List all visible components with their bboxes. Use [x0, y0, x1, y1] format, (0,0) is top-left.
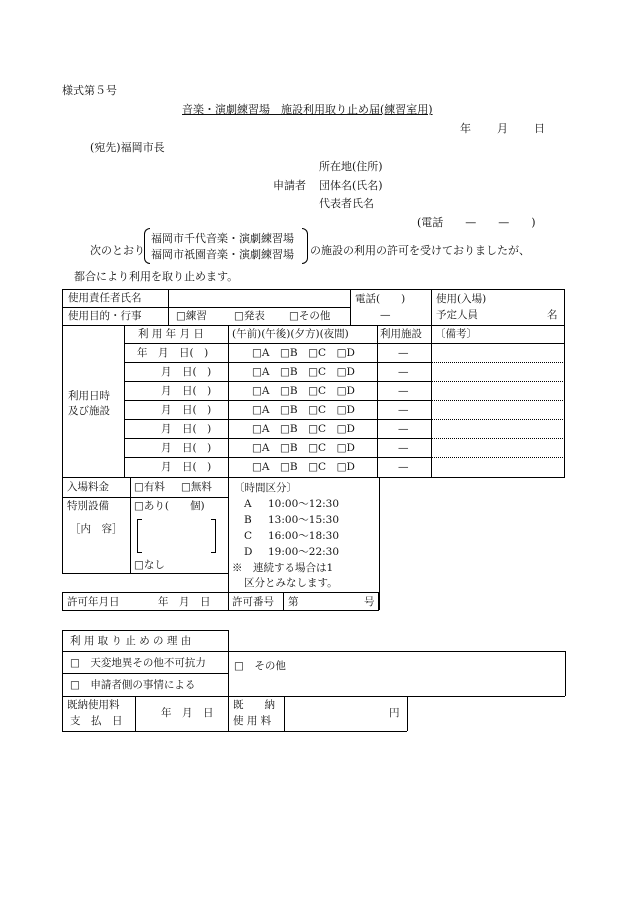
col-facility-header: 利用施設 — [380, 328, 422, 340]
row-date[interactable]: 月 日( ) — [161, 423, 212, 435]
phone-label: 電話( ) — [355, 293, 406, 305]
equipment-no-checkbox[interactable]: □なし — [134, 559, 165, 571]
time-slot-c-code: C — [244, 530, 253, 542]
applicant-address-label: 所在地(住所) — [319, 160, 383, 173]
row-facility[interactable]: — — [398, 347, 409, 359]
applicant-phone[interactable]: (電話 — — ) — [417, 216, 536, 229]
equipment-contents-bracket-right — [211, 519, 216, 553]
purpose-practice-checkbox[interactable]: □練習 — [176, 310, 207, 322]
permit-number-suffix: 号 — [364, 596, 375, 608]
datetime-label: 利用日時 — [68, 390, 110, 402]
intro-line2: 都合により利用を取り止めます。 — [74, 270, 239, 283]
row-time-slots[interactable]: □A □B □C □D — [252, 385, 355, 397]
row-time-slots[interactable]: □A □B □C □D — [252, 347, 355, 359]
attendance-unit: 名 — [547, 309, 558, 321]
purpose-label: 使用目的・行事 — [68, 310, 142, 322]
row-date[interactable]: 月 日( ) — [161, 442, 212, 454]
facility-option-gion: 福岡市祇園音楽・演劇練習場 — [151, 248, 294, 261]
equipment-contents-label: ［内 容］ — [70, 523, 123, 535]
purpose-other-checkbox[interactable]: □その他 — [289, 310, 331, 322]
time-slot-c-range: 16:00～18:30 — [268, 530, 340, 542]
row-facility[interactable]: — — [398, 385, 409, 397]
row-date[interactable]: 月 日( ) — [161, 366, 212, 378]
date-month[interactable]: 月 — [497, 122, 508, 135]
row-date[interactable]: 月 日( ) — [161, 461, 212, 473]
time-note-2: 区分とみなします。 — [244, 577, 338, 589]
row-time-slots[interactable]: □A □B □C □D — [252, 404, 355, 416]
intro-prefix: 次のとおり — [90, 244, 145, 257]
permit-number-prefix[interactable]: 第 — [288, 596, 299, 608]
reason-other-checkbox[interactable]: □ その他 — [234, 660, 286, 672]
paid-fee-date-label-2: 支 払 日 — [70, 715, 123, 727]
addressee: (宛先)福岡市長 — [90, 141, 165, 154]
row-time-slots[interactable]: □A □B □C □D — [252, 423, 355, 435]
col-date-header: 利 用 年 月 日 — [138, 328, 204, 340]
row-time-slots[interactable]: □A □B □C □D — [252, 366, 355, 378]
paid-fee-date-value[interactable]: 年 月 日 — [161, 707, 214, 719]
paid-fee-unit: 円 — [389, 707, 400, 719]
equipment-contents-field[interactable] — [142, 521, 212, 549]
row-facility[interactable]: — — [398, 461, 409, 473]
form-title: 音楽・演劇練習場 施設利用取り止め届(練習室用) — [182, 103, 433, 116]
applicant-org-label: 団体名(氏名) — [319, 179, 383, 192]
fee-free-checkbox[interactable]: □無料 — [181, 481, 212, 493]
col-notes-header: 〔備考〕 — [435, 328, 477, 340]
row-facility[interactable]: — — [398, 442, 409, 454]
row-date[interactable]: 月 日( ) — [161, 385, 212, 397]
phone-dash[interactable]: — — [380, 309, 391, 321]
time-slot-a-code: A — [244, 498, 252, 510]
responsible-name-field[interactable] — [170, 291, 348, 305]
reason-applicant-checkbox[interactable]: □ 申請者側の事情による — [70, 679, 196, 691]
row-date[interactable]: 年 月 日( ) — [137, 347, 209, 359]
row-date[interactable]: 月 日( ) — [161, 404, 212, 416]
reason-heading: 利 用 取 り 止 め の 理 由 — [70, 635, 192, 647]
row-time-slots[interactable]: □A □B □C □D — [252, 442, 355, 454]
time-slots-heading: 〔時間区分〕 — [234, 482, 297, 494]
col-time-header: (午前)(午後)(夕方)(夜間) — [232, 328, 349, 340]
row-time-slots[interactable]: □A □B □C □D — [252, 461, 355, 473]
time-slot-a-range: 10:00～12:30 — [268, 498, 340, 510]
fee-paid-checkbox[interactable]: □有料 — [134, 481, 165, 493]
applicant-label: 申請者 — [273, 179, 306, 192]
date-year[interactable]: 年 — [460, 122, 471, 135]
form-number: 様式第５号 — [62, 84, 117, 97]
paid-fee-date-label: 既納使用料 — [67, 699, 120, 711]
applicant-rep-label: 代表者氏名 — [319, 197, 374, 210]
row-facility[interactable]: — — [398, 404, 409, 416]
facility-brace-right — [302, 228, 308, 264]
time-slot-d-code: D — [244, 546, 253, 558]
attendance-label: 使用(入場) — [436, 293, 487, 305]
reason-force-majeure-checkbox[interactable]: □ 天変地異その他不可抗力 — [70, 657, 206, 669]
time-slot-d-range: 19:00～22:30 — [268, 546, 340, 558]
row-facility[interactable]: — — [398, 423, 409, 435]
fee-label: 入場料金 — [67, 481, 109, 493]
time-slot-b-range: 13:00～15:30 — [268, 514, 340, 526]
facility-option-chiyo: 福岡市千代音楽・演劇練習場 — [151, 232, 294, 245]
row-facility[interactable]: — — [398, 366, 409, 378]
intro-suffix: の施設の利用の許可を受けておりましたが、 — [310, 244, 530, 257]
permit-date-value[interactable]: 年 月 日 — [158, 596, 211, 608]
datetime-label-2: 及び施設 — [68, 405, 110, 417]
equipment-label: 特別設備 — [67, 500, 109, 512]
attendance-label-2: 予定人員 — [436, 309, 478, 321]
paid-fee-label: 既 納 — [233, 699, 275, 711]
permit-date-label: 許可年月日 — [67, 596, 120, 608]
purpose-performance-checkbox[interactable]: □発表 — [234, 310, 265, 322]
time-slot-b-code: B — [244, 514, 252, 526]
paid-fee-label-2: 使 用 料 — [233, 715, 272, 727]
date-day[interactable]: 日 — [534, 122, 545, 135]
time-note: ※ 連続する場合は1 — [232, 562, 334, 574]
facility-brace-left — [144, 228, 150, 264]
permit-number-label: 許可番号 — [232, 596, 274, 608]
responsible-name-label: 使用責任者氏名 — [68, 292, 142, 304]
equipment-yes-checkbox[interactable]: □あり( 個) — [134, 500, 205, 512]
